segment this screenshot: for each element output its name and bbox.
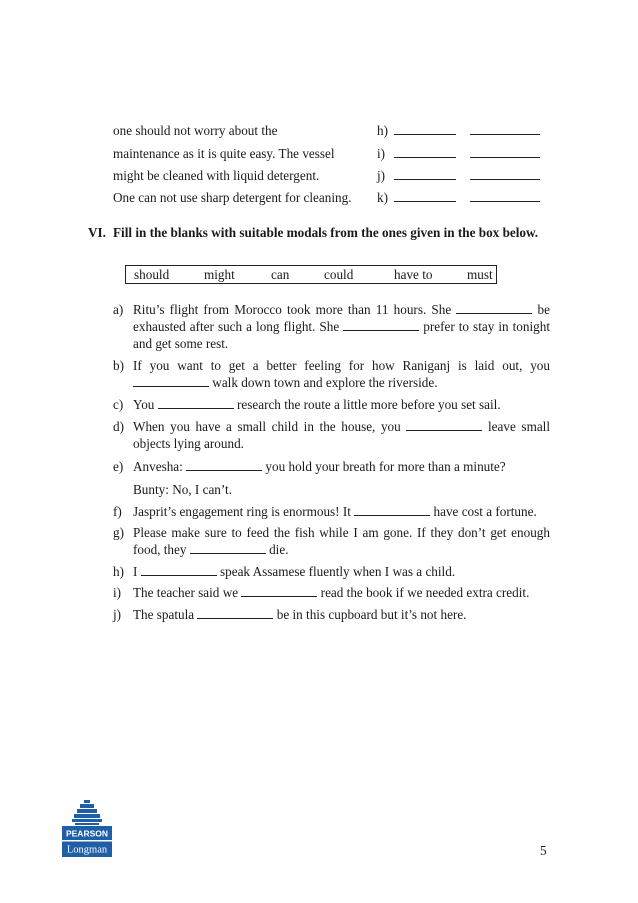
question-text: Jasprit’s engagement ring is enormous! It have cost a fortune. — [133, 504, 537, 519]
answer-blank[interactable] — [470, 146, 540, 158]
answer-blank[interactable] — [190, 542, 266, 554]
question-label: e) — [113, 459, 124, 474]
answer-blank[interactable] — [394, 146, 456, 158]
continuation-line: One can not use sharp detergent for cleaning. — [113, 190, 352, 205]
answer-row — [377, 167, 540, 184]
question-label: j) — [113, 607, 122, 622]
continuation-line: one should not worry about the — [113, 123, 278, 138]
question-label: h) — [113, 564, 124, 579]
logo-text-bottom: Longman — [66, 844, 108, 856]
answer-row — [377, 145, 540, 162]
question-label: d) — [113, 419, 124, 434]
word-box-item: can — [271, 267, 290, 282]
question-item — [113, 458, 550, 475]
logo-text-top: PEARSON — [65, 828, 109, 839]
question-label: c) — [113, 397, 124, 412]
answer-blank[interactable] — [197, 607, 273, 619]
answer-label: i) — [377, 146, 386, 161]
answer-label: k) — [377, 190, 388, 205]
answer-label: j) — [377, 168, 386, 183]
section-instruction: Fill in the blanks with suitable modals from the ones given in the box below. — [113, 225, 539, 240]
continuation-line: maintenance as it is quite easy. The vessel — [113, 146, 335, 161]
question-text: The spatula be in this cupboard but it’s not here. — [133, 607, 467, 622]
question-item — [113, 563, 550, 580]
question-item — [113, 357, 550, 391]
answer-row — [377, 122, 540, 139]
answer-blank[interactable] — [406, 419, 482, 431]
word-box — [125, 265, 497, 284]
question-text: You research the route a little more before you set sail. — [133, 397, 501, 412]
question-text: Anvesha: you hold your breath for more than a minute? — [133, 459, 506, 474]
question-item — [113, 524, 550, 558]
answer-blank[interactable] — [470, 168, 540, 180]
question-label: i) — [113, 585, 122, 600]
question-text: If you want to get a better feeling for how Raniganj is laid out, you walk down town and explore the riverside. — [133, 358, 550, 390]
question-label: a) — [113, 302, 124, 317]
question-text: When you have a small child in the house, you leave small objects lying around. — [133, 419, 551, 451]
word-box-item: have to — [394, 267, 433, 282]
answer-blank[interactable] — [470, 123, 540, 135]
question-item — [113, 396, 550, 413]
question-label: f) — [113, 504, 122, 519]
answer-row — [377, 189, 540, 206]
question-text: The teacher said we read the book if we needed extra credit. — [133, 585, 530, 600]
question-text: I speak Assamese fluently when I was a child. — [133, 564, 456, 579]
answer-blank[interactable] — [343, 319, 419, 331]
publisher-logo — [62, 798, 112, 857]
continuation-line: might be cleaned with liquid detergent. — [113, 168, 320, 183]
question-item — [113, 584, 550, 601]
answer-blank[interactable] — [470, 190, 540, 202]
question-text: Please make sure to feed the fish while I am gone. If they don’t get enough food, they die. — [133, 525, 550, 557]
word-box-item: should — [134, 267, 170, 282]
question-label: b) — [113, 358, 124, 373]
question-item — [113, 301, 550, 352]
question-label: g) — [113, 525, 124, 540]
word-box-item: must — [467, 267, 493, 282]
section-number: VI. — [88, 225, 106, 240]
answer-blank[interactable] — [394, 123, 456, 135]
section-heading — [88, 224, 550, 241]
page-number: 5 — [540, 843, 547, 858]
question-text: Ritu’s flight from Morocco took more than 11 hours. She be exhausted after such a long flight. She prefer to stay in tonight and get some rest. — [133, 302, 550, 351]
question-item — [113, 503, 550, 520]
answer-blank[interactable] — [354, 504, 430, 516]
answer-blank[interactable] — [394, 190, 456, 202]
question-reply: Bunty: No, I can’t. — [133, 482, 233, 497]
answer-blank[interactable] — [133, 375, 209, 387]
ship-icon — [62, 798, 112, 857]
word-box-item: could — [324, 267, 354, 282]
answer-blank[interactable] — [394, 168, 456, 180]
answer-blank[interactable] — [158, 397, 234, 409]
question-item — [113, 606, 550, 623]
word-box-item: might — [204, 267, 235, 282]
question-item — [113, 418, 550, 452]
answer-blank[interactable] — [241, 585, 317, 597]
answer-blank[interactable] — [141, 564, 217, 576]
answer-blank[interactable] — [456, 302, 532, 314]
answer-blank[interactable] — [186, 459, 262, 471]
answer-label: h) — [377, 123, 388, 138]
